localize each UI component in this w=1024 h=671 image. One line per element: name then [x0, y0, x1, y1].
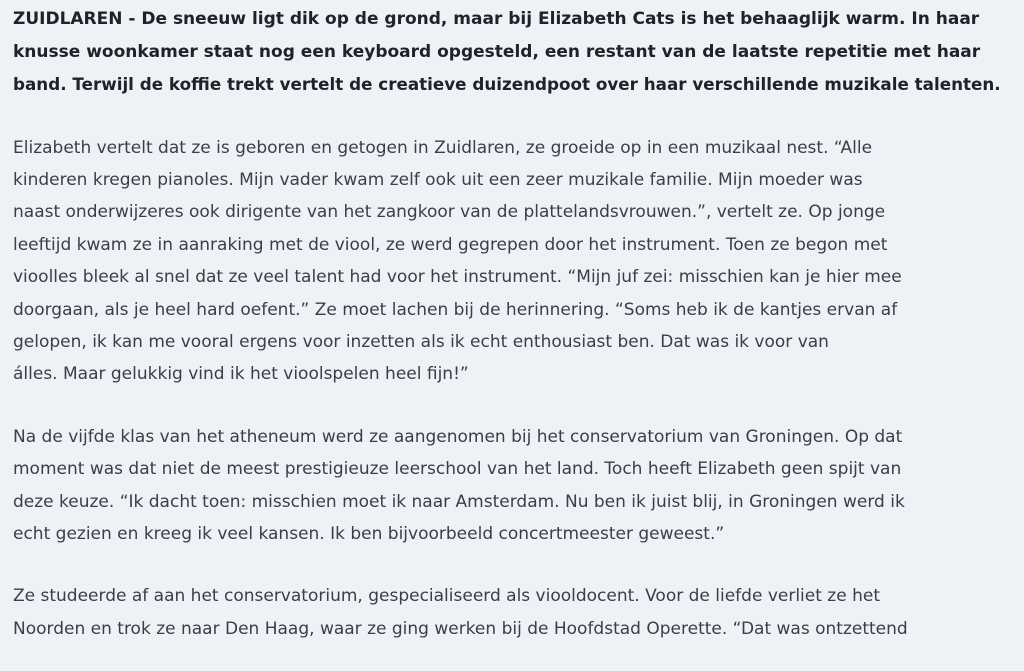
paragraph-line: álles. Maar gelukkig vind ik het vioolspelen heel fijn!” — [13, 364, 469, 385]
paragraph-line: doorgaan, als je heel hard oefent.” Ze moet lachen bij de herinnering. “Soms heb ik de kantjes ervan af — [13, 299, 898, 320]
paragraph-line: Na de vijfde klas van het atheneum werd ze aangenomen bij het conservatorium van Groningen. Op dat — [13, 426, 903, 447]
paragraph-line: leeftijd kwam ze in aanraking met de viool, ze werd gegrepen door het instrument. Toen ze begon met — [13, 234, 888, 255]
paragraph-line: Noorden en trok ze naar Den Haag, waar ze ging werken bij de Hoofdstad Operette. “Dat was ontzettend — [13, 618, 908, 639]
paragraph-line: Ze studeerde af aan het conservatorium, gespecialiseerd als viooldocent. Voor de liefde verliet ze het — [13, 586, 880, 607]
paragraph-line: kinderen kregen pianoles. Mijn vader kwam zelf ook uit een zeer muzikale familie. Mijn moeder was — [13, 169, 863, 190]
paragraph-line: vioolles bleek al snel dat ze veel talent had voor het instrument. “Mijn juf zei: misschien kan je hier mee — [13, 267, 902, 288]
paragraph-line: moment was dat niet de meest prestigieuze leerschool van het land. Toch heeft Elizabeth geen spijt van — [13, 459, 902, 480]
paragraph-line: deze keuze. “Ik dacht toen: misschien moet ik naar Amsterdam. Nu ben ik juist blij, in Groningen werd ik — [13, 491, 905, 512]
paragraph-line: naast onderwijzeres ook dirigente van het zangkoor van de plattelandsvrouwen.”, vertelt ze. Op jonge — [13, 202, 886, 223]
paragraph-childhood — [13, 132, 1013, 391]
paragraph-line: Elizabeth vertelt dat ze is geboren en getogen in Zuidlaren, ze groeide op in een muzikaal nest. “Alle — [13, 137, 873, 158]
article-lead — [13, 0, 1013, 101]
lead-line: ZUIDLAREN - De sneeuw ligt dik op de grond, maar bij Elizabeth Cats is het behaaglijk warm. In haar — [13, 9, 980, 29]
paragraph-line: gelopen, ik kan me vooral ergens voor inzetten als ik echt enthousiast ben. Dat was ik voor van — [13, 331, 829, 352]
paragraph-conservatory — [13, 421, 1013, 551]
paragraph-career — [13, 580, 1013, 645]
paragraph-line: echt gezien en kreeg ik veel kansen. Ik ben bijvoorbeeld concertmeester geweest.” — [13, 523, 725, 544]
article-body — [13, 0, 1013, 645]
lead-line: band. Terwijl de koffie trekt vertelt de creatieve duizendpoot over haar verschillende muzikale talenten. — [13, 74, 1001, 94]
lead-line: knusse woonkamer staat nog een keyboard opgesteld, een restant van de laatste repetitie met haar — [13, 41, 981, 62]
